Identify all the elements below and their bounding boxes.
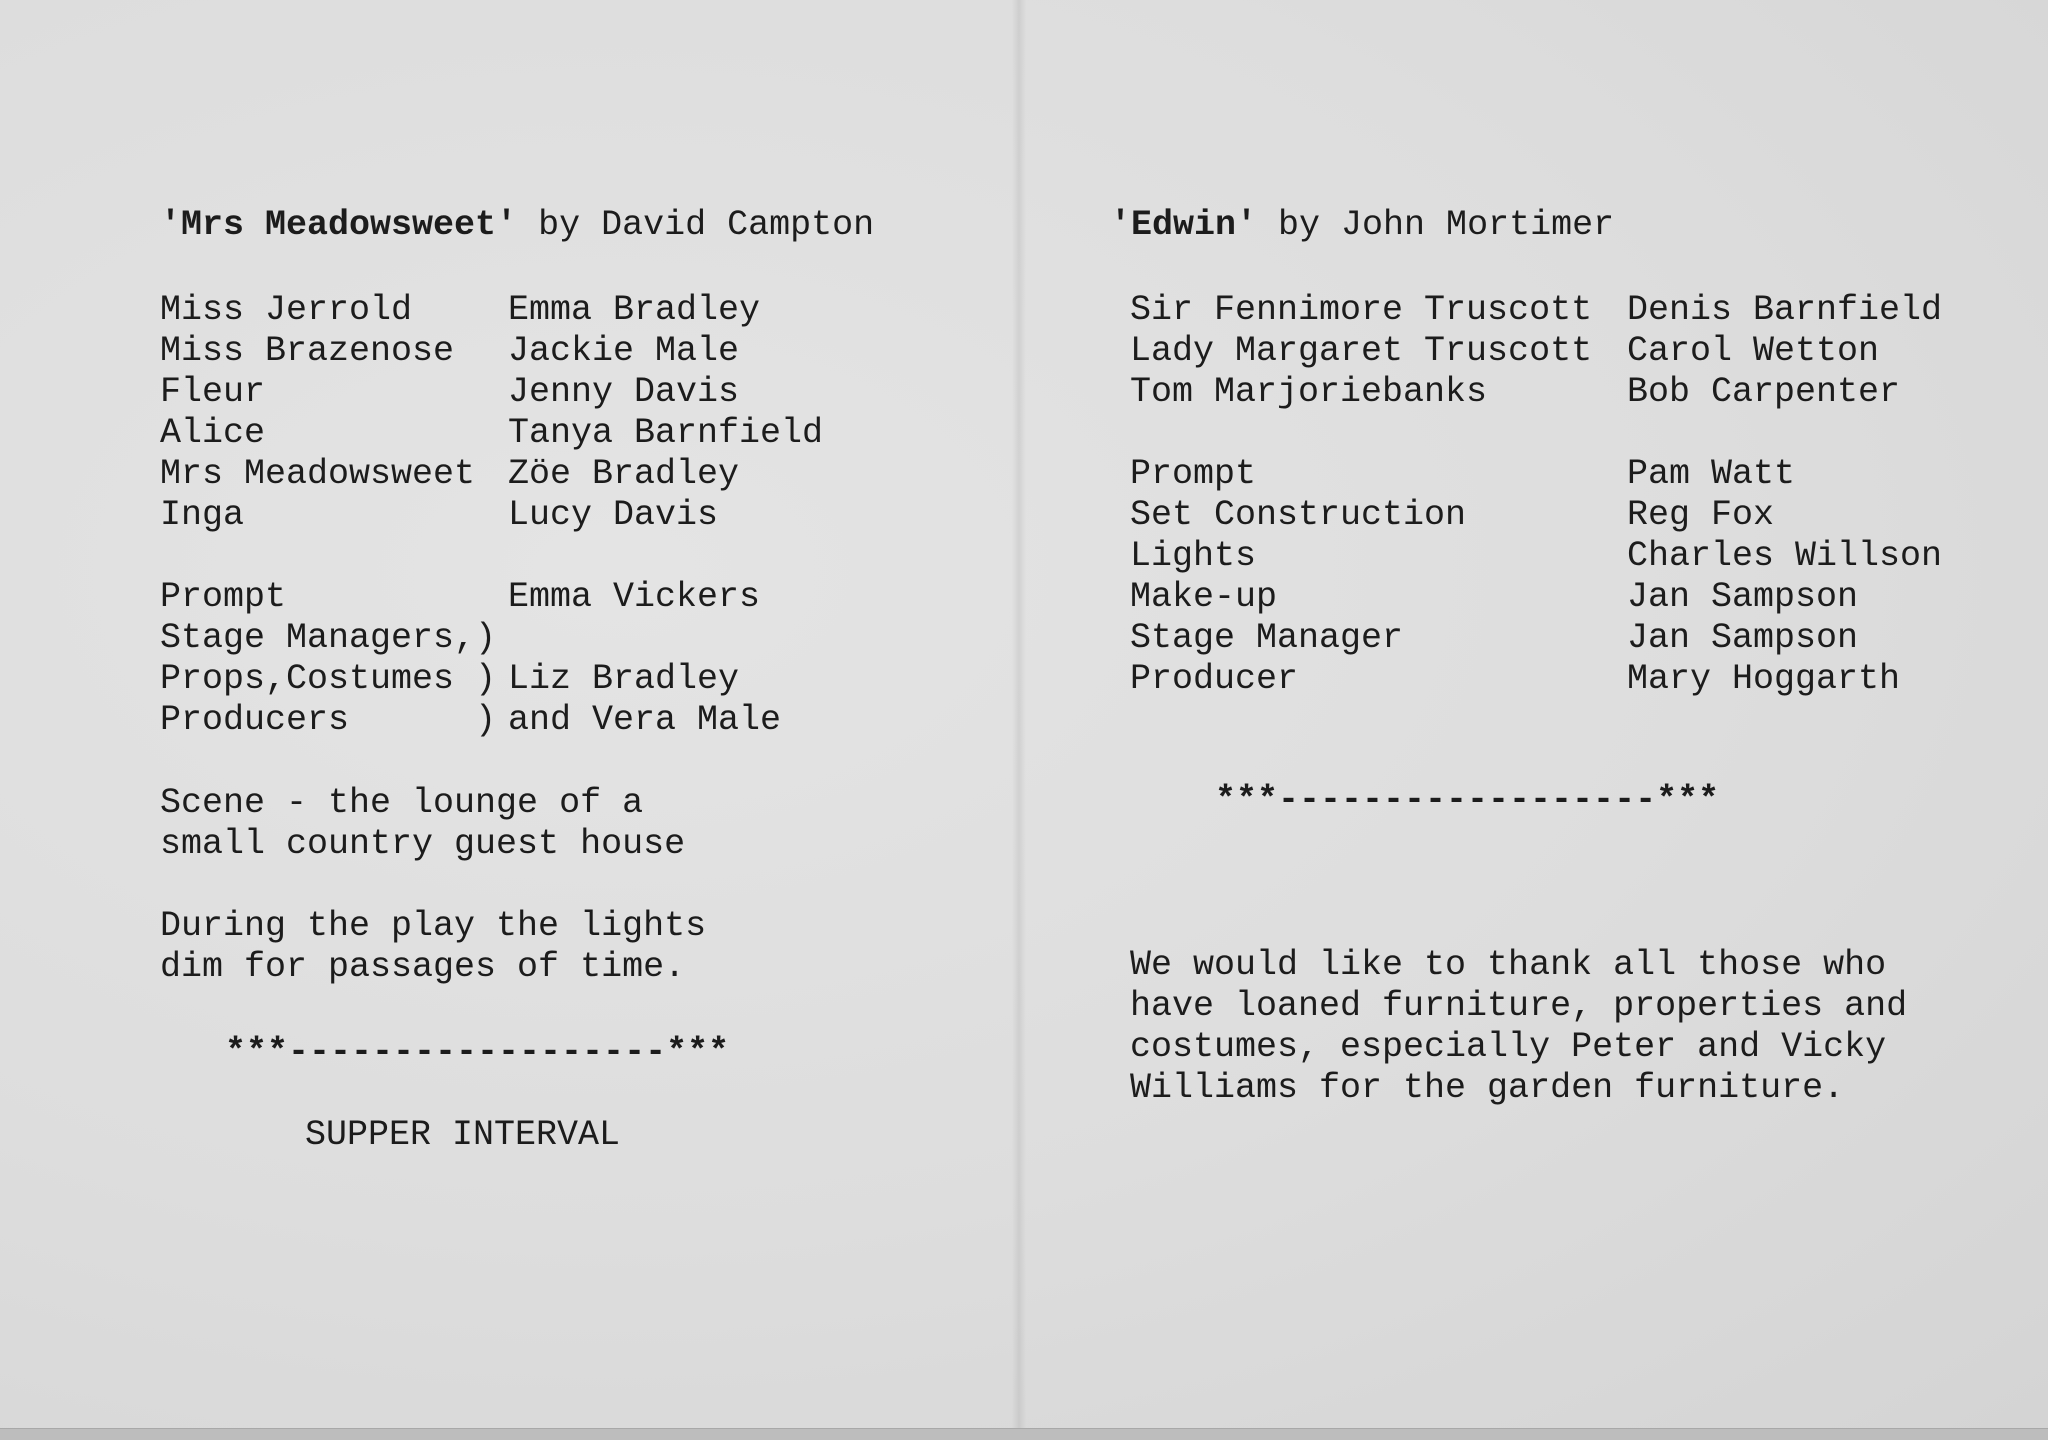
bracket-mark: ) bbox=[475, 618, 497, 658]
cast-row bbox=[1130, 290, 2030, 331]
play-byline: by John Mortimer bbox=[1257, 205, 1615, 245]
play-heading-left bbox=[160, 205, 874, 246]
actor-name: Carol Wetton bbox=[1627, 331, 1880, 371]
bracket-mark: ) bbox=[475, 700, 497, 740]
role-name: Alice bbox=[160, 413, 266, 453]
crew-name: Reg Fox bbox=[1627, 495, 1775, 535]
cast-row bbox=[1130, 372, 2030, 413]
role-name: Sir Fennimore Truscott bbox=[1130, 290, 1593, 330]
crew-name: Mary Hoggarth bbox=[1627, 659, 1901, 699]
cast-row bbox=[160, 495, 1060, 536]
crew-role: Lights bbox=[1130, 536, 1257, 576]
crew-role: Stage Manager bbox=[1130, 618, 1404, 658]
scene-line-2: small country guest house bbox=[160, 824, 686, 864]
role-name: Miss Brazenose bbox=[160, 331, 455, 371]
crew-role: Producers bbox=[160, 700, 350, 740]
thanks-line-1: We would like to thank all those who bbox=[1130, 945, 1887, 985]
thanks-line-3: costumes, especially Peter and Vicky bbox=[1130, 1027, 1887, 1067]
crew-role: Producer bbox=[1130, 659, 1299, 699]
cast-row bbox=[160, 331, 1060, 372]
bracket-mark: ) bbox=[475, 659, 497, 699]
crew-role: Prompt bbox=[1130, 454, 1257, 494]
crew-role: Set Construction bbox=[1130, 495, 1467, 535]
crew-row bbox=[1130, 577, 2030, 618]
crew-name: Emma Vickers bbox=[508, 577, 761, 617]
cast-row bbox=[160, 372, 1060, 413]
actor-name: Emma Bradley bbox=[508, 290, 761, 330]
actor-name: Jackie Male bbox=[508, 331, 740, 371]
crew-role: Props,Costumes bbox=[160, 659, 455, 699]
crew-row bbox=[160, 618, 1060, 659]
crew-name: Jan Sampson bbox=[1627, 577, 1859, 617]
actor-name: Zöe Bradley bbox=[508, 454, 740, 494]
play-heading-right bbox=[1110, 205, 1614, 246]
role-name: Tom Marjoriebanks bbox=[1130, 372, 1488, 412]
thanks-line-2: have loaned furniture, properties and bbox=[1130, 986, 1908, 1026]
crew-name: Pam Watt bbox=[1627, 454, 1796, 494]
actor-name: Jenny Davis bbox=[508, 372, 740, 412]
scene-line-1: Scene - the lounge of a bbox=[160, 783, 644, 823]
role-name: Inga bbox=[160, 495, 245, 535]
play-byline: by David Campton bbox=[517, 205, 875, 245]
role-name: Fleur bbox=[160, 372, 266, 412]
cast-row bbox=[160, 454, 1060, 495]
play-title: 'Mrs Meadowsweet' bbox=[160, 205, 518, 245]
crew-row bbox=[1130, 536, 2030, 577]
thanks-line-4: Williams for the garden furniture. bbox=[1130, 1068, 1845, 1108]
crew-name: Jan Sampson bbox=[1627, 618, 1859, 658]
actor-name: Tanya Barnfield bbox=[508, 413, 824, 453]
actor-name: Lucy Davis bbox=[508, 495, 719, 535]
play-title: 'Edwin' bbox=[1110, 205, 1258, 245]
note-line-1: During the play the lights bbox=[160, 906, 707, 946]
actor-name: Bob Carpenter bbox=[1627, 372, 1901, 412]
cast-row bbox=[1130, 331, 2030, 372]
crew-name: Charles Willson bbox=[1627, 536, 1943, 576]
note-line-2: dim for passages of time. bbox=[160, 947, 686, 987]
crew-row bbox=[1130, 495, 2030, 536]
cast-row bbox=[160, 413, 1060, 454]
actor-name: Denis Barnfield bbox=[1627, 290, 1943, 330]
role-name: Miss Jerrold bbox=[160, 290, 413, 330]
cast-row bbox=[160, 290, 1060, 331]
crew-name: Liz Bradley bbox=[508, 659, 740, 699]
crew-role: Make-up bbox=[1130, 577, 1278, 617]
crew-row bbox=[1130, 659, 2030, 700]
crew-row bbox=[1130, 454, 2030, 495]
divider-right: ***------------------*** bbox=[1215, 780, 1720, 820]
scan-bottom-edge bbox=[0, 1428, 2048, 1440]
crew-row bbox=[160, 577, 1060, 618]
divider-left: ***------------------*** bbox=[225, 1032, 730, 1072]
role-name: Lady Margaret Truscott bbox=[1130, 331, 1593, 371]
crew-row bbox=[1130, 618, 2030, 659]
crew-row bbox=[160, 659, 1060, 700]
role-name: Mrs Meadowsweet bbox=[160, 454, 476, 494]
crew-role: Prompt bbox=[160, 577, 287, 617]
crew-name: and Vera Male bbox=[508, 700, 782, 740]
supper-interval: SUPPER INTERVAL bbox=[305, 1115, 621, 1155]
crew-role: Stage Managers, bbox=[160, 618, 476, 658]
crew-row bbox=[160, 700, 1060, 741]
